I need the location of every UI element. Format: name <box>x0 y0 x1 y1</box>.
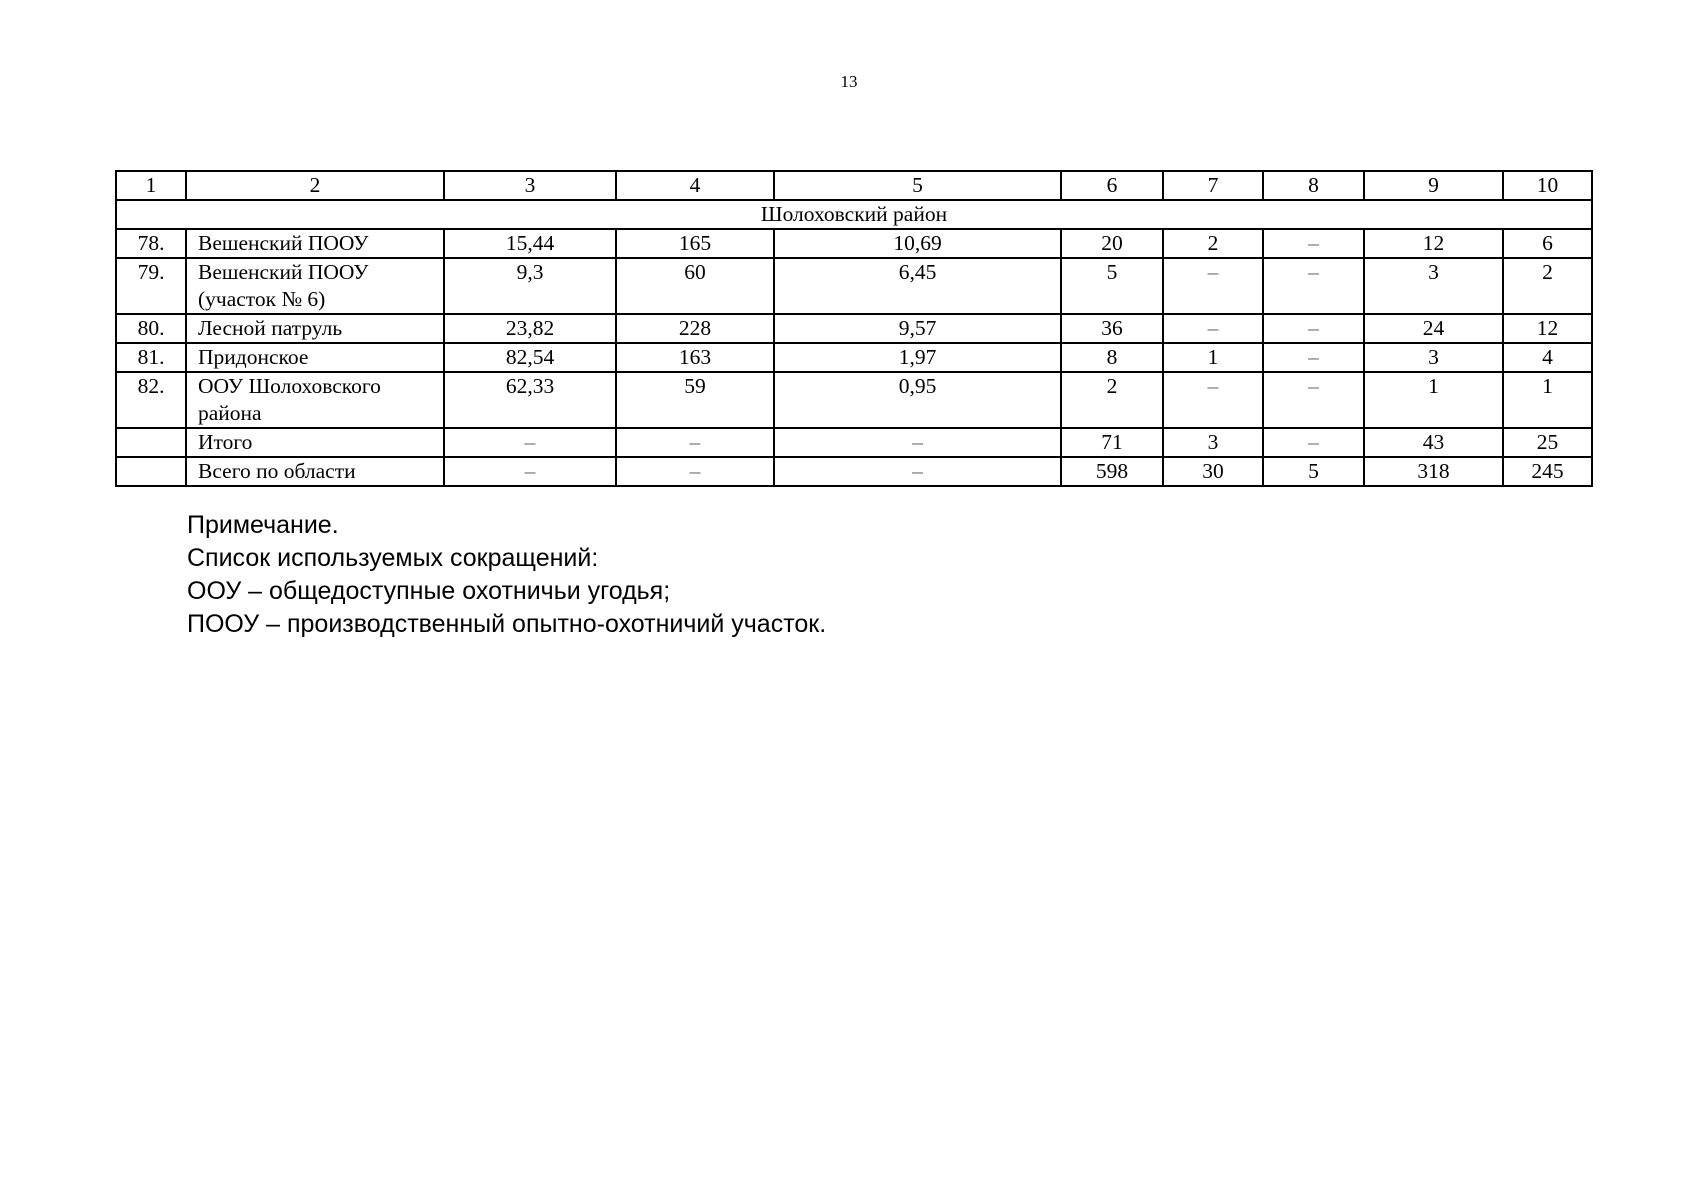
section-title: Шолоховский район <box>116 200 1592 229</box>
note-block <box>187 509 826 641</box>
hunting-ground-name-cell: Вешенский ПООУ (участок № 6) <box>186 258 444 314</box>
hunting-ground-name-cell: Лесной патруль <box>186 314 444 343</box>
table-cell: 4 <box>1503 343 1592 372</box>
hunting-ground-name-cell: Итого <box>186 428 444 457</box>
table-cell: – <box>444 457 616 486</box>
table-cell: 78. <box>116 229 186 258</box>
table-cell: 228 <box>616 314 774 343</box>
table-cell: 30 <box>1163 457 1263 486</box>
table-cell: – <box>1263 343 1364 372</box>
table-row <box>116 372 1592 428</box>
table-row <box>116 258 1592 314</box>
table-cell: 36 <box>1061 314 1163 343</box>
table-cell: 59 <box>616 372 774 428</box>
table-cell: – <box>1163 258 1263 314</box>
table-cell: 3 <box>1163 428 1263 457</box>
column-number-cell: 8 <box>1263 171 1364 200</box>
table-cell: 318 <box>1364 457 1503 486</box>
table-cell: 12 <box>1364 229 1503 258</box>
table-cell: 163 <box>616 343 774 372</box>
table-cell: 1 <box>1503 372 1592 428</box>
table-cell: 10,69 <box>774 229 1061 258</box>
column-number-row <box>116 171 1592 200</box>
table-cell: 598 <box>1061 457 1163 486</box>
table-cell: – <box>1263 229 1364 258</box>
table-cell: – <box>616 457 774 486</box>
table-cell: 9,57 <box>774 314 1061 343</box>
table-cell: 2 <box>1163 229 1263 258</box>
table-cell: 1 <box>1163 343 1263 372</box>
table-cell: 20 <box>1061 229 1163 258</box>
table-row <box>116 343 1592 372</box>
table-cell: – <box>616 428 774 457</box>
note-line: ПООУ – производственный опытно-охотничий участок. <box>187 610 827 638</box>
column-number-cell: 4 <box>616 171 774 200</box>
table-cell: – <box>444 428 616 457</box>
table-cell: 3 <box>1364 343 1503 372</box>
table-cell: – <box>1263 428 1364 457</box>
column-number-cell: 1 <box>116 171 186 200</box>
table-cell: 25 <box>1503 428 1592 457</box>
table-cell: 8 <box>1061 343 1163 372</box>
table-cell: 165 <box>616 229 774 258</box>
column-number-cell: 10 <box>1503 171 1592 200</box>
table-row <box>116 428 1592 457</box>
table-cell <box>116 457 186 486</box>
column-number-cell: 5 <box>774 171 1061 200</box>
column-number-cell: 7 <box>1163 171 1263 200</box>
hunting-ground-name-cell: Всего по области <box>186 457 444 486</box>
column-number-cell: 9 <box>1364 171 1503 200</box>
table-cell: – <box>774 457 1061 486</box>
table-cell: 62,33 <box>444 372 616 428</box>
hunting-ground-name-cell: ООУ Шолоховского района <box>186 372 444 428</box>
table-cell: – <box>1263 258 1364 314</box>
table-cell: 6 <box>1503 229 1592 258</box>
table-cell: 6,45 <box>774 258 1061 314</box>
table-cell: 79. <box>116 258 186 314</box>
table-cell: 245 <box>1503 457 1592 486</box>
table-cell: – <box>774 428 1061 457</box>
column-number-cell: 3 <box>444 171 616 200</box>
table-cell: 82,54 <box>444 343 616 372</box>
table-cell: 80. <box>116 314 186 343</box>
table-cell: 60 <box>616 258 774 314</box>
table-cell: 81. <box>116 343 186 372</box>
column-number-cell: 2 <box>186 171 444 200</box>
table-cell: 0,95 <box>774 372 1061 428</box>
table-cell: 1 <box>1364 372 1503 428</box>
table-cell: 12 <box>1503 314 1592 343</box>
table-cell: – <box>1163 314 1263 343</box>
table-cell: – <box>1263 372 1364 428</box>
table-cell: 71 <box>1061 428 1163 457</box>
table-cell: 82. <box>116 372 186 428</box>
table-cell: 2 <box>1061 372 1163 428</box>
table-cell: 43 <box>1364 428 1503 457</box>
column-number-cell: 6 <box>1061 171 1163 200</box>
hunting-grounds-table <box>115 170 1593 487</box>
page-number: 13 <box>840 72 858 91</box>
table-cell: 23,82 <box>444 314 616 343</box>
table-row <box>116 457 1592 486</box>
table-cell <box>116 428 186 457</box>
table-row <box>116 229 1592 258</box>
note-line: ООУ – общедоступные охотничьи угодья; <box>187 577 671 605</box>
table-cell: – <box>1263 314 1364 343</box>
note-title: Примечание. <box>187 511 339 539</box>
table-cell: 9,3 <box>444 258 616 314</box>
note-line: Список используемых сокращений: <box>187 544 599 572</box>
hunting-ground-name-cell: Придонское <box>186 343 444 372</box>
table-cell: 1,97 <box>774 343 1061 372</box>
table-cell: 3 <box>1364 258 1503 314</box>
section-row <box>116 200 1592 229</box>
table-cell: 5 <box>1263 457 1364 486</box>
table-cell: 15,44 <box>444 229 616 258</box>
hunting-ground-name-cell: Вешенский ПООУ <box>186 229 444 258</box>
table-cell: 2 <box>1503 258 1592 314</box>
table-cell: – <box>1163 372 1263 428</box>
table-cell: 24 <box>1364 314 1503 343</box>
table-cell: 5 <box>1061 258 1163 314</box>
table-row <box>116 314 1592 343</box>
